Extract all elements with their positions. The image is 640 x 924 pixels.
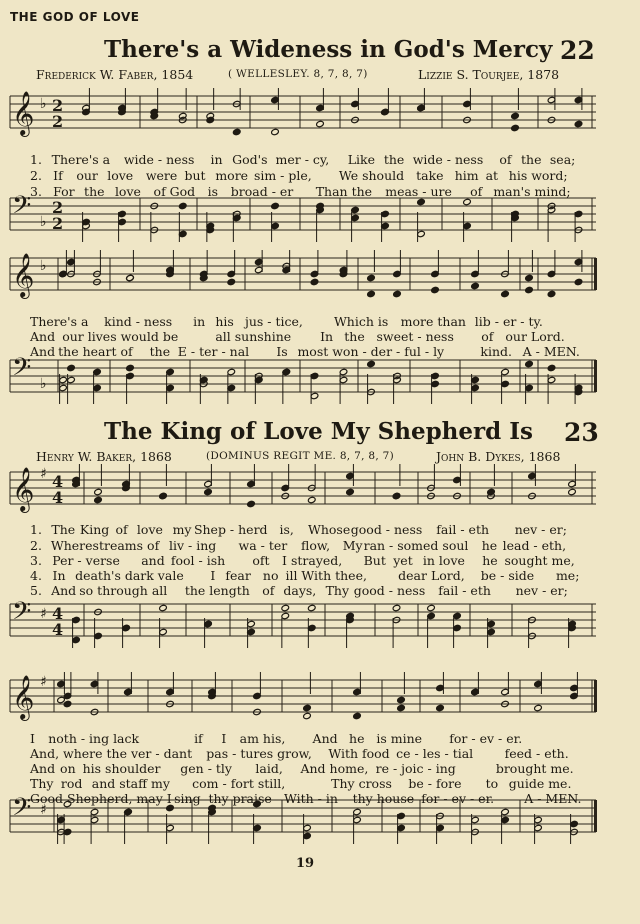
key-signature-icon: ♭ [40,376,47,392]
lyric-syllable: of [262,583,275,598]
lyric-line [0,746,640,762]
svg-text:4: 4 [52,488,64,507]
lyric-line [0,568,640,584]
lyric-syllable: ce - les - tial [396,746,474,761]
lyric-syllable: fail - eth [436,522,490,537]
lyric-syllable: sing [174,791,201,806]
lyric-syllable: he [349,731,365,746]
treble-clef-icon: 𝄞 [12,675,35,719]
verse-number: 5. [30,583,42,598]
lyric-line [0,344,640,360]
lyric-syllable: of [470,184,483,199]
lyric-syllable: broad - er [230,184,294,199]
tune-name: ( WELLESLEY. 8, 7, 8, 7) [228,68,368,80]
lyric-syllable: the [521,152,542,167]
lyric-syllable: good - ness [350,522,423,537]
lyric-syllable: Is [276,344,288,359]
lyric-syllable: be - fore [408,776,462,791]
lyric-syllable: his [215,314,234,329]
lyric-syllable: to [485,776,499,791]
lyric-syllable: and [141,553,165,568]
verse-number: 3. [30,553,42,568]
verse-number: 4. [30,568,42,583]
lyric-syllable: feed - eth. [504,746,569,761]
lyric-syllable: all sunshine [215,329,292,344]
lyric-syllable: nev - er; [515,583,568,598]
lyric-syllable: Thy cross [331,776,392,791]
lyric-syllable: in [193,314,206,329]
lyric-syllable: sought me, [504,553,575,568]
lyric-syllable: For [53,184,75,199]
lyric-syllable: liv - ing [169,538,217,553]
lyric-syllable: And [30,761,56,776]
lyric-syllable: Good Shepherd, may I [30,791,172,806]
lyric-syllable: sim - ple, [253,168,312,183]
lyric-syllable: our Lord. [505,329,565,344]
svg-text:2: 2 [52,198,64,217]
lyric-line [0,538,640,554]
lyric-syllable: my [172,522,192,537]
lyric-syllable: oft [252,553,270,568]
lyric-syllable: of [499,152,512,167]
lyric-syllable: Thy [325,583,350,598]
lyric-syllable: But [363,553,386,568]
lyric-syllable: jus - tice, [244,314,303,329]
lyric-syllable: Than the [315,184,373,199]
lyric-syllable: A - MEN. [524,791,582,806]
lyric-syllable: A - MEN. [522,344,580,359]
lyric-line [0,184,640,200]
lyric-syllable: love [107,168,134,183]
lyric-syllable: If [53,168,63,183]
lyric-syllable: King [79,522,110,537]
lyric-syllable: most won - der - ful - ly [297,344,445,359]
lyric-syllable: in [210,152,223,167]
lyric-line [0,731,640,747]
key-signature-icon: ♯ [40,466,47,482]
bass-clef-icon: 𝄢 [12,191,32,226]
lyric-syllable: thy house [352,791,415,806]
lyric-syllable: the length [184,583,250,598]
lyric-syllable: My [342,538,363,553]
hymn-composer: John B. Dykes, 1868 [436,449,561,464]
tune-name: (DOMINUS REGIT ME. 8, 7, 8, 7) [206,450,394,462]
lyric-syllable: lead - eth, [502,538,567,553]
lyric-syllable: thy praise [208,791,272,806]
lyric-syllable: his word; [508,168,568,183]
lyric-syllable: I [210,568,216,583]
lyric-line [0,168,640,184]
lyric-syllable: Which is [333,314,389,329]
lyric-line [0,522,640,538]
lyric-syllable: E - ter - nal [177,344,250,359]
hymn-composer: Lizzie S. Tourjee, 1878 [418,67,560,82]
lyric-syllable: And [30,329,56,344]
lyric-syllable: pas - tures grow, [206,746,312,761]
lyric-syllable: gen - tly [180,761,232,776]
lyric-syllable: he [482,553,498,568]
hymn-number: 23 [564,418,599,447]
lyric-syllable: in love [422,553,465,568]
treble-staff [0,86,640,156]
lyric-syllable: Like [347,152,375,167]
hymn-author: Frederick W. Faber, 1854 [36,67,194,82]
lyric-syllable: Thy [30,776,54,791]
lyric-syllable: And [51,583,77,598]
lyric-syllable: In [52,568,66,583]
lyric-syllable: And, where the ver - dant [30,746,193,761]
treble-staff [0,670,640,740]
lyric-syllable: is [207,184,219,199]
lyric-syllable: We should [338,168,405,183]
lyric-syllable: for - ev - er. [449,731,523,746]
lyric-syllable: fear [225,568,251,583]
lyric-syllable: God's [232,152,268,167]
lyric-syllable: With - in [283,791,338,806]
lyric-syllable: And [312,731,338,746]
lyric-syllable: noth - ing lack [48,731,140,746]
bass-staff [0,594,640,664]
lyric-syllable: the [149,344,171,359]
bass-staff [0,350,640,420]
lyric-syllable: so through all [79,583,168,598]
lyric-syllable: but [184,168,206,183]
lyric-syllable: meas - ure [385,184,452,199]
svg-text:4: 4 [52,604,64,623]
lyric-syllable: sea; [549,152,576,167]
lyric-syllable: brought me. [495,761,574,776]
lyric-syllable: nev - er; [514,522,567,537]
lyric-syllable: the [383,152,405,167]
lyric-syllable: re - joic - ing [375,761,456,776]
lyric-syllable: for - ev - er. [421,791,495,806]
lyric-syllable: guide me. [508,776,572,791]
treble-clef-icon: 𝄞 [12,467,35,511]
svg-text:4: 4 [52,620,64,639]
lyric-syllable: fool - ish [170,553,226,568]
lyric-syllable: and staff my [91,776,170,791]
lyric-syllable: wide - ness [123,152,195,167]
key-signature-icon: ♯ [40,802,47,818]
lyric-syllable: no [262,568,279,583]
hymn-title: There's a Wideness in God's Mercy [104,36,553,63]
lyric-syllable: me; [555,568,580,583]
lyric-syllable: at [485,168,499,183]
lyric-syllable: is, [279,522,294,537]
lyric-syllable: yet [393,553,413,568]
verse-number: 2. [30,538,42,553]
lyric-syllable: love [114,184,141,199]
lyric-syllable: rod [60,776,83,791]
lyric-syllable: wide - ness [412,152,484,167]
lyric-line [0,314,640,330]
lyric-line [0,152,640,168]
lyric-syllable: kind. [480,344,513,359]
lyric-syllable: more than [400,314,466,329]
lyric-syllable: good - ness [353,583,426,598]
lyric-syllable: our lives would be [62,329,179,344]
lyric-syllable: man's mind; [493,184,571,199]
lyric-syllable: death's dark vale [75,568,184,583]
key-signature-icon: ♯ [40,606,47,622]
bass-clef-icon: 𝄢 [12,353,32,388]
key-signature-icon: ♭ [40,258,47,274]
lyric-syllable: of [115,522,128,537]
bass-clef-icon: 𝄢 [12,793,32,828]
svg-text:2: 2 [52,96,64,115]
verse-number: 1. [30,152,42,167]
lyric-syllable: the [344,329,365,344]
lyric-syllable: Whose [308,522,351,537]
lyric-syllable: mer - cy, [275,152,330,167]
lyric-syllable: wa - ter [238,538,288,553]
lyric-syllable: of God [153,184,196,199]
lyric-syllable: With food [328,746,390,761]
lyric-syllable: our [76,168,98,183]
lyric-syllable: the heart of [58,344,133,359]
lyric-syllable: flow, [301,538,331,553]
verse-number: 1. [30,522,42,537]
lyric-syllable: ill With thee, [285,568,367,583]
lyric-syllable: lib - er - ty. [474,314,543,329]
lyric-syllable: were [145,168,178,183]
lyric-syllable: Where [50,538,93,553]
lyric-line [0,583,640,599]
key-signature-icon: ♭ [40,214,47,230]
hymn-title: The King of Love My Shepherd Is [104,418,533,445]
lyric-syllable: take [416,168,444,183]
treble-clef-icon: 𝄞 [12,253,35,297]
lyric-syllable: The [51,522,76,537]
lyric-syllable: days, [283,583,317,598]
lyric-syllable: I [30,731,35,746]
lyric-syllable: the [84,184,105,199]
lyric-syllable: sweet - ness [376,329,454,344]
lyric-syllable: There's a [51,152,111,167]
lyric-syllable: streams of [92,538,160,553]
treble-staff [0,248,640,318]
lyric-syllable: he [481,538,498,553]
svg-text:2: 2 [52,214,64,233]
lyric-syllable: more [215,168,249,183]
lyric-syllable: ran - somed soul [363,538,469,553]
verse-number: 2. [30,168,42,183]
svg-text:4: 4 [52,472,64,491]
verse-number: 3. [30,184,42,199]
key-signature-icon: ♯ [40,674,47,690]
lyric-syllable: And [30,344,56,359]
lyric-line [0,791,640,807]
lyric-line [0,553,640,569]
lyric-line [0,329,640,345]
lyric-syllable: love [136,522,163,537]
svg-text:2: 2 [52,112,64,131]
lyric-syllable: his shoulder [82,761,161,776]
lyric-syllable: am his, [239,731,286,746]
lyric-syllable: fail - eth [438,583,491,598]
lyric-syllable: com - fort still, [192,776,286,791]
lyric-syllable: on [60,761,76,776]
lyric-syllable: Shep - herd [193,522,268,537]
lyric-syllable: of [481,329,494,344]
lyric-syllable: dear Lord, [398,568,465,583]
lyric-syllable: be - side [480,568,535,583]
key-signature-icon: ♭ [40,96,47,112]
lyric-line [0,776,640,792]
lyric-line [0,761,640,777]
lyric-syllable: him [454,168,479,183]
section-heading: THE GOD OF LOVE [10,10,140,24]
lyric-syllable: laid, [255,761,283,776]
lyric-syllable: if [194,731,203,746]
lyric-syllable: There's a [30,314,89,329]
hymn-author: Henry W. Baker, 1868 [36,449,172,464]
lyric-syllable: kind - ness [104,314,173,329]
lyric-syllable: I [221,731,227,746]
lyric-syllable: Per - verse [52,553,120,568]
treble-clef-icon: 𝄞 [12,91,35,135]
lyric-syllable: I strayed, [282,553,343,568]
page-number: 19 [296,856,315,871]
lyric-syllable: is mine [376,731,423,746]
lyric-syllable: In [320,329,334,344]
lyric-syllable: And home, [300,761,369,776]
hymn-number: 22 [560,36,595,65]
bass-clef-icon: 𝄢 [12,597,32,632]
